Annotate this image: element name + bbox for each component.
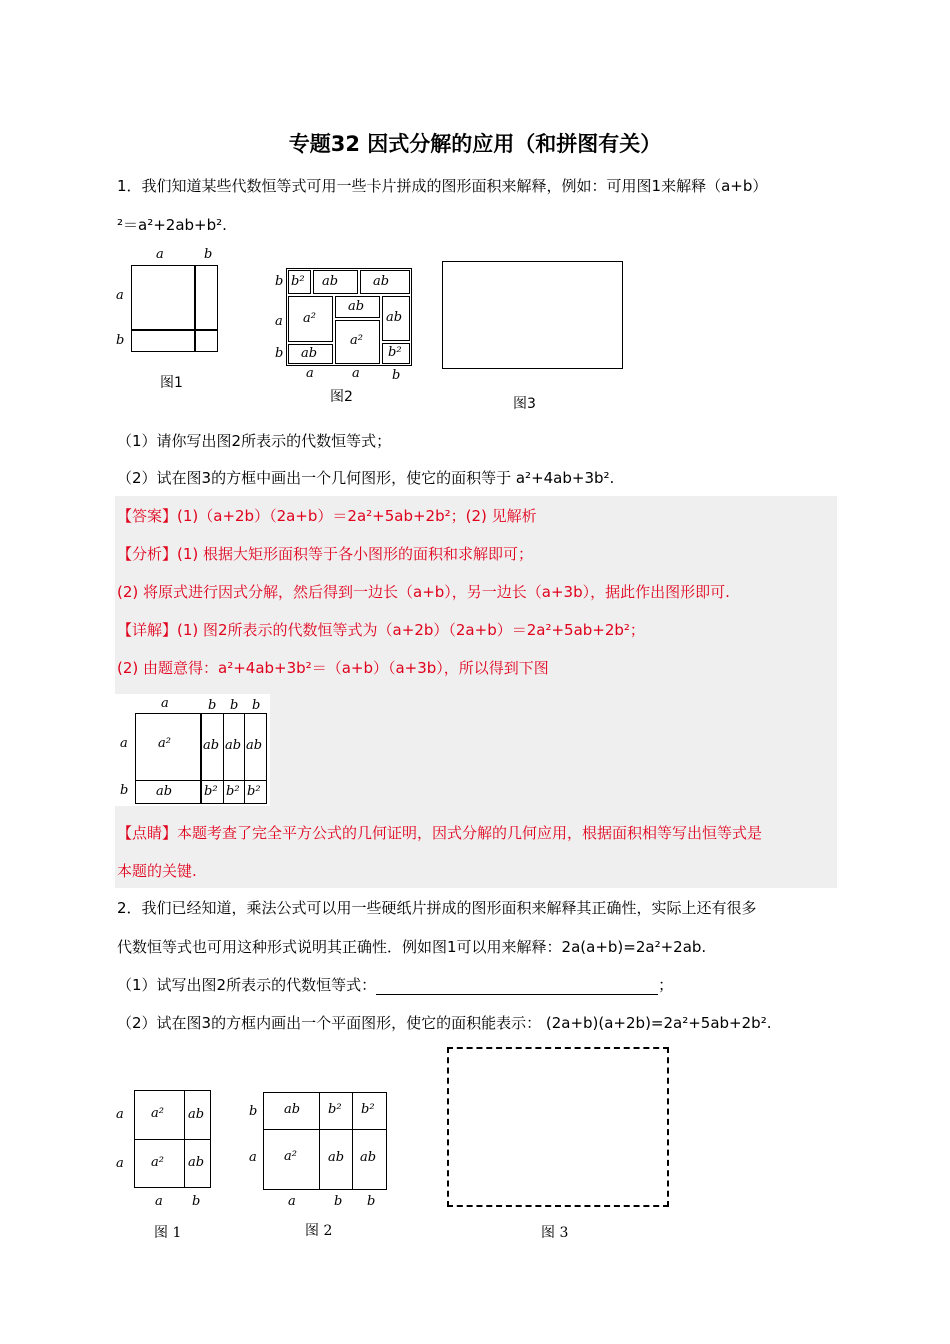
q1-stem-line2: ²＝a²+2ab+b². — [117, 216, 227, 234]
q1-comment-2: 本题的关键. — [117, 862, 197, 880]
fig-label: a — [249, 1150, 257, 1165]
fig-label: a — [275, 314, 283, 329]
empty-frame — [442, 261, 623, 369]
cell-a2: a² — [335, 320, 380, 364]
fig-label: a — [155, 1194, 163, 1209]
cell-b2: b² — [319, 1092, 353, 1130]
cell-ab: ab — [244, 713, 267, 781]
fig-label: b — [120, 783, 129, 798]
fig-label: b — [367, 1194, 376, 1209]
cell-ab: ab — [360, 270, 410, 294]
cell-a2: a² — [135, 713, 201, 781]
cell-ab: ab — [335, 296, 380, 318]
outer-square — [131, 265, 218, 352]
fig-label: b — [252, 698, 261, 713]
q1-detail-2: (2) 由题意得：a²+4ab+3b²＝（a+b）（a+3b），所以得到下图 — [117, 659, 549, 677]
fig-label: b — [204, 247, 213, 262]
q1-detail-1: 【详解】(1) 图2所表示的代数恒等式为（a+2b）（2a+b）＝2a²+5ab+2b²； — [117, 621, 645, 639]
fig-label: a — [120, 736, 128, 751]
fig-label: b — [249, 1104, 258, 1119]
q1-answer: 【答案】(1)（a+2b）（2a+b）＝2a²+5ab+2b²；(2) 见解析 — [117, 507, 537, 525]
solution-figure — [115, 694, 270, 806]
cell-a2: a² — [134, 1090, 185, 1140]
cell-ab: ab — [184, 1090, 211, 1140]
q1-figure-1 — [110, 245, 230, 395]
fig-label: a — [306, 366, 314, 381]
q1-analysis-2: (2) 将原式进行因式分解，然后得到一边长（a+b），另一边长（a+3b），据此作出图形即可. — [117, 583, 730, 601]
cell-a2: a² — [288, 296, 333, 342]
cell-ab: ab — [201, 713, 224, 781]
cell-b2: b² — [288, 270, 311, 294]
divider — [131, 329, 218, 331]
cell-ab: ab — [382, 296, 410, 341]
fig-label: b — [275, 346, 284, 361]
cell-ab: ab — [184, 1139, 211, 1188]
cell-a2: a² — [263, 1129, 320, 1190]
fig-label: b — [192, 1194, 201, 1209]
cell-ab: ab — [263, 1092, 320, 1130]
fig-label: a — [116, 1156, 124, 1171]
fig3-caption: 图 3 — [541, 1225, 569, 1241]
q2-figure-2 — [245, 1092, 395, 1242]
cell-b2: b² — [352, 1092, 387, 1130]
fig-label: b — [230, 698, 239, 713]
q1-part1: （1）请你写出图2所表示的代数恒等式； — [117, 432, 392, 450]
q2-part2: （2）试在图3的方框内画出一个平面图形，使它的面积能表示： (2a+b)(a+2b)=2a²+5ab+2b². — [117, 1014, 772, 1032]
fig-label: a — [116, 1107, 124, 1122]
q2-stem-line1: 2．我们已经知道，乘法公式可以用一些硬纸片拼成的图形面积来解释其正确性，实际上还有很多 — [117, 899, 757, 917]
fig-label: a — [288, 1194, 296, 1209]
cell-ab: ab — [313, 270, 358, 294]
q1-stem-line1: 1．我们知道某些代数恒等式可用一些卡片拼成的图形面积来解释，例如：可用图1来解释（a+b） — [117, 177, 768, 195]
q2-part1-end: ； — [658, 976, 674, 994]
cell-b2: b² — [244, 780, 267, 804]
cell-a2: a² — [134, 1139, 185, 1188]
fig-label: b — [334, 1194, 343, 1209]
answer-blank[interactable] — [376, 978, 658, 995]
fig-label: a — [156, 247, 164, 262]
cell-ab: ab — [288, 344, 333, 364]
fig-label: a — [161, 696, 169, 711]
fig-label: b — [116, 333, 125, 348]
q2-stem-line2: 代数恒等式也可用这种形式说明其正确性．例如图1可以用来解释：2a(a+b)=2a²+2ab. — [117, 938, 707, 956]
cell-ab: ab — [352, 1129, 387, 1190]
q1-analysis-1: 【分析】(1) 根据大矩形面积等于各小图形的面积和求解即可； — [117, 545, 534, 563]
q1-comment-1: 【点睛】本题考查了完全平方公式的几何证明，因式分解的几何应用，根据面积相等写出恒等式是 — [117, 824, 763, 842]
divider — [194, 265, 196, 352]
cell-b2: b² — [223, 780, 245, 804]
fig1-caption: 图 1 — [154, 1225, 182, 1241]
q2-part1-line — [117, 975, 673, 995]
fig2-caption: 图 2 — [305, 1223, 333, 1239]
cell-ab: ab — [135, 780, 201, 804]
cell-b2: b² — [382, 343, 410, 364]
q1-figure-2 — [270, 266, 420, 406]
q2-figure-1 — [110, 1090, 230, 1240]
cell-ab: ab — [223, 713, 245, 781]
fig-label: a — [116, 288, 124, 303]
fig-label: b — [392, 368, 401, 383]
cell-ab: ab — [319, 1129, 353, 1190]
fig-label: b — [208, 698, 217, 713]
q2-part1: （1）试写出图2所表示的代数恒等式： — [117, 976, 377, 994]
fig-label: b — [275, 274, 284, 289]
fig3-caption: 图3 — [513, 396, 536, 412]
cell-b2: b² — [201, 780, 224, 804]
q2-figure-3 — [445, 1045, 675, 1245]
fig1-caption: 图1 — [160, 375, 183, 391]
q1-figure-3 — [440, 260, 630, 415]
fig2-caption: 图2 — [330, 389, 353, 405]
q1-part2: （2）试在图3的方框中画出一个几何图形，使它的面积等于 a²+4ab+3b². — [117, 469, 615, 487]
page-title: 专题32 因式分解的应用（和拼图有关） — [288, 132, 662, 156]
fig-label: a — [352, 366, 360, 381]
dashed-frame — [447, 1047, 669, 1207]
